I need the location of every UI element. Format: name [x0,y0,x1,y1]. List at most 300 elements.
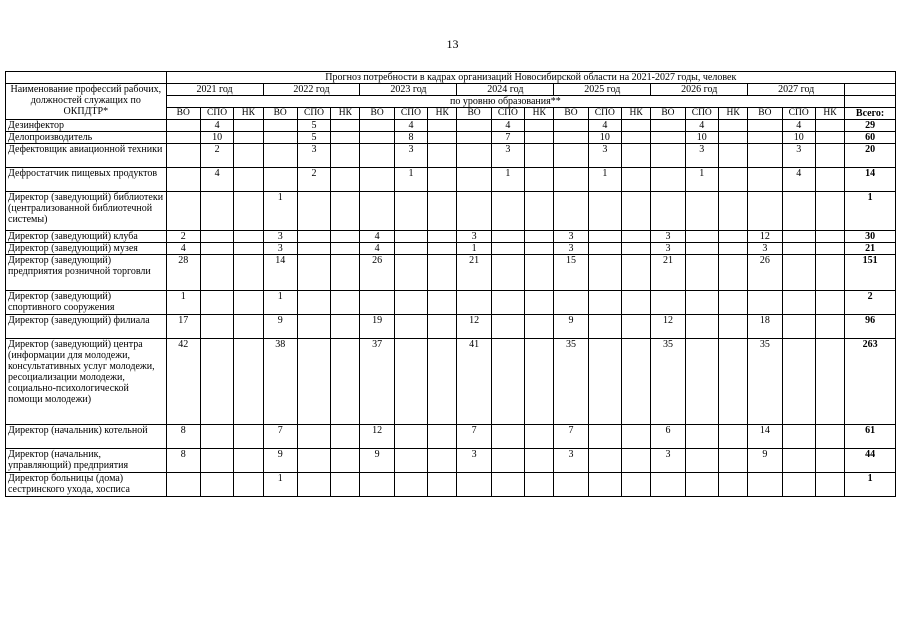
value-cell [200,425,233,449]
value-cell [491,449,524,473]
value-cell [685,192,718,231]
value-cell [428,255,457,291]
name-column-header: Наименование профессий рабочих, должностей служащих по ОКПДТР* [6,84,167,120]
value-cell [166,144,200,168]
profession-name-cell: Дезинфектор [6,120,167,132]
value-cell [782,192,815,231]
value-cell [234,168,263,192]
value-cell [428,132,457,144]
value-cell [360,144,394,168]
value-cell: 26 [360,255,394,291]
value-cell [748,120,782,132]
value-cell [428,339,457,425]
value-cell [200,473,233,497]
value-cell [331,144,360,168]
value-cell [331,168,360,192]
value-cell: 1 [166,291,200,315]
profession-name-cell: Директор (заведующий) библиотеки (централизованной библиотечной системы) [6,192,167,231]
value-cell [718,132,747,144]
value-cell [815,192,844,231]
value-cell [588,449,621,473]
value-cell: 1 [263,291,297,315]
value-cell [491,231,524,243]
value-cell [718,339,747,425]
value-cell [815,231,844,243]
value-cell [815,132,844,144]
value-cell: 3 [651,449,685,473]
value-cell [588,192,621,231]
value-cell [200,315,233,339]
profession-name-cell: Директор (начальник) котельной [6,425,167,449]
value-cell [297,425,330,449]
year-header: 2021 год [166,84,263,96]
value-cell [651,473,685,497]
profession-name-cell: Директор (начальник, управляющий) предприятия [6,449,167,473]
value-cell: 4 [394,120,427,132]
value-cell [718,473,747,497]
row-total-cell: 263 [845,339,896,425]
value-cell [622,255,651,291]
year-header: 2025 год [554,84,651,96]
value-cell [651,291,685,315]
value-cell [815,449,844,473]
value-cell [685,425,718,449]
value-cell [622,192,651,231]
value-cell [782,243,815,255]
value-cell [815,255,844,291]
value-cell [718,425,747,449]
value-cell: 3 [588,144,621,168]
value-cell [718,291,747,315]
value-cell [263,144,297,168]
profession-name-cell: Директор (заведующий) клуба [6,231,167,243]
level-code-cell: СПО [685,108,718,120]
profession-name-cell: Директор (заведующий) центра (информации для молодежи, консультативных услуг молодежи, ресоциализации молодежи, социально-психологической помощи молодежи) [6,339,167,425]
value-cell: 9 [748,449,782,473]
value-cell [554,144,588,168]
value-cell: 18 [748,315,782,339]
value-cell [651,144,685,168]
value-cell [685,231,718,243]
table-row [6,168,896,192]
value-cell: 17 [166,315,200,339]
value-cell: 4 [166,243,200,255]
year-header: 2027 год [748,84,845,96]
value-cell: 9 [263,315,297,339]
value-cell [554,168,588,192]
value-cell [685,449,718,473]
value-cell [651,192,685,231]
value-cell [297,291,330,315]
value-cell [428,425,457,449]
value-cell [554,132,588,144]
value-cell [491,192,524,231]
profession-name-cell: Директор больницы (дома) сестринского ухода, хосписа [6,473,167,497]
value-cell [297,231,330,243]
value-cell: 3 [748,243,782,255]
value-cell [491,425,524,449]
value-cell [748,192,782,231]
value-cell [491,339,524,425]
value-cell [360,291,394,315]
value-cell [588,231,621,243]
value-cell [394,473,427,497]
value-cell: 10 [782,132,815,144]
value-cell [651,132,685,144]
table-row [6,473,896,497]
value-cell [394,315,427,339]
value-cell [234,291,263,315]
row-total-cell: 1 [845,473,896,497]
value-cell [234,231,263,243]
value-cell [297,243,330,255]
value-cell [815,473,844,497]
value-cell: 12 [457,315,491,339]
value-cell: 7 [491,132,524,144]
value-cell [360,473,394,497]
value-cell [200,192,233,231]
row-total-cell: 1 [845,192,896,231]
value-cell [782,315,815,339]
profession-name-cell: Дефектовщик авиационной техники [6,144,167,168]
value-cell [428,144,457,168]
value-cell [815,291,844,315]
value-cell [428,315,457,339]
value-cell: 2 [297,168,330,192]
value-cell: 5 [297,120,330,132]
value-cell [200,243,233,255]
value-cell [331,243,360,255]
value-cell [234,315,263,339]
level-code-cell: СПО [394,108,427,120]
value-cell [166,473,200,497]
value-cell [622,339,651,425]
level-code-cell: СПО [491,108,524,120]
value-cell [166,192,200,231]
value-cell [263,120,297,132]
table-row [6,255,896,291]
year-header: 2026 год [651,84,748,96]
value-cell [525,192,554,231]
value-cell: 3 [554,243,588,255]
value-cell [748,473,782,497]
value-cell [457,291,491,315]
profession-name-cell: Дефростатчик пищевых продуктов [6,168,167,192]
value-cell [622,120,651,132]
value-cell [782,425,815,449]
value-cell [685,473,718,497]
value-cell: 42 [166,339,200,425]
value-cell [525,168,554,192]
value-cell [331,120,360,132]
value-cell [331,132,360,144]
value-cell: 3 [651,243,685,255]
level-code-cell: НК [234,108,263,120]
value-cell: 14 [263,255,297,291]
level-code-cell: ВО [651,108,685,120]
level-code-cell: ВО [166,108,200,120]
value-cell [331,449,360,473]
level-code-cell: ВО [457,108,491,120]
forecast-title: Прогноз потребности в кадрах организаций Новосибирской области на 2021-2027 годы, человек [166,72,895,84]
value-cell [428,120,457,132]
value-cell [685,291,718,315]
value-cell [457,132,491,144]
level-code-cell: СПО [782,108,815,120]
value-cell: 15 [554,255,588,291]
value-cell: 12 [748,231,782,243]
value-cell [748,144,782,168]
value-cell [782,339,815,425]
profession-name-cell: Директор (заведующий) предприятия розничной торговли [6,255,167,291]
value-cell [622,473,651,497]
value-cell [554,291,588,315]
value-cell [331,231,360,243]
table-row [6,449,896,473]
value-cell: 3 [297,144,330,168]
row-total-cell: 44 [845,449,896,473]
value-cell [331,192,360,231]
value-cell [234,339,263,425]
value-cell [622,132,651,144]
value-cell [815,425,844,449]
value-cell [718,243,747,255]
value-cell [525,243,554,255]
value-cell: 2 [200,144,233,168]
value-cell [525,425,554,449]
value-cell [200,339,233,425]
value-cell [815,243,844,255]
table-row [6,243,896,255]
value-cell: 3 [394,144,427,168]
value-cell: 10 [200,132,233,144]
value-cell [234,473,263,497]
level-code-cell: СПО [297,108,330,120]
value-cell [622,291,651,315]
value-cell: 10 [588,132,621,144]
value-cell [297,449,330,473]
level-code-cell: ВО [360,108,394,120]
total-blank-cell [845,96,896,108]
value-cell [525,291,554,315]
value-cell: 4 [588,120,621,132]
value-cell [394,231,427,243]
value-cell [394,255,427,291]
value-cell [360,120,394,132]
value-cell: 3 [457,449,491,473]
value-cell [234,144,263,168]
header-row-title [6,72,896,84]
row-total-cell: 2 [845,291,896,315]
row-total-cell: 29 [845,120,896,132]
value-cell: 14 [748,425,782,449]
value-cell [588,473,621,497]
level-code-cell: ВО [554,108,588,120]
value-cell [331,291,360,315]
value-cell [718,168,747,192]
value-cell [588,315,621,339]
value-cell [525,120,554,132]
row-total-cell: 20 [845,144,896,168]
table-row [6,339,896,425]
value-cell: 3 [782,144,815,168]
value-cell [718,231,747,243]
level-code-cell: НК [718,108,747,120]
row-total-cell: 60 [845,132,896,144]
value-cell [622,315,651,339]
value-cell [718,192,747,231]
value-cell: 3 [457,231,491,243]
value-cell [718,255,747,291]
value-cell [651,120,685,132]
value-cell: 4 [200,120,233,132]
value-cell [297,473,330,497]
year-header: 2023 год [360,84,457,96]
value-cell [782,291,815,315]
value-cell: 8 [394,132,427,144]
value-cell: 19 [360,315,394,339]
value-cell [166,132,200,144]
value-cell [428,449,457,473]
value-cell [815,144,844,168]
value-cell [428,291,457,315]
value-cell [331,473,360,497]
row-total-cell: 61 [845,425,896,449]
value-cell [782,473,815,497]
value-cell [554,120,588,132]
row-total-cell: 14 [845,168,896,192]
value-cell [651,168,685,192]
value-cell [815,315,844,339]
value-cell [331,255,360,291]
value-cell [748,291,782,315]
value-cell [491,473,524,497]
value-cell: 35 [554,339,588,425]
value-cell [622,231,651,243]
level-code-cell: СПО [588,108,621,120]
value-cell: 41 [457,339,491,425]
value-cell: 6 [651,425,685,449]
value-cell [685,315,718,339]
header-blank-cell [6,72,167,84]
value-cell [331,425,360,449]
value-cell: 38 [263,339,297,425]
value-cell: 3 [651,231,685,243]
value-cell [525,132,554,144]
table-row [6,231,896,243]
value-cell [200,231,233,243]
value-cell [200,449,233,473]
value-cell: 4 [491,120,524,132]
value-cell: 1 [491,168,524,192]
value-cell [457,144,491,168]
year-header: 2024 год [457,84,554,96]
table-row [6,132,896,144]
value-cell [234,425,263,449]
value-cell [394,243,427,255]
value-cell [394,449,427,473]
forecast-table [5,71,896,497]
value-cell [166,168,200,192]
value-cell [815,120,844,132]
value-cell [622,168,651,192]
value-cell [234,449,263,473]
value-cell [331,315,360,339]
level-code-cell: ВО [263,108,297,120]
value-cell [748,168,782,192]
value-cell [263,132,297,144]
value-cell: 1 [394,168,427,192]
value-cell [200,291,233,315]
value-cell [360,192,394,231]
value-cell [491,291,524,315]
value-cell: 37 [360,339,394,425]
value-cell: 4 [360,243,394,255]
profession-name-cell: Директор (заведующий) спортивного сооружения [6,291,167,315]
table-row [6,315,896,339]
row-total-cell: 151 [845,255,896,291]
table-row [6,120,896,132]
value-cell [428,168,457,192]
value-cell [622,425,651,449]
value-cell [815,339,844,425]
value-cell: 35 [748,339,782,425]
value-cell [748,132,782,144]
value-cell [525,473,554,497]
value-cell [525,144,554,168]
value-cell [234,255,263,291]
value-cell: 26 [748,255,782,291]
value-cell [457,120,491,132]
value-cell: 3 [554,231,588,243]
table-row [6,425,896,449]
level-code-cell: НК [815,108,844,120]
level-code-cell: СПО [200,108,233,120]
value-cell [525,339,554,425]
level-code-cell: НК [525,108,554,120]
value-cell [685,255,718,291]
value-cell [491,315,524,339]
header-row-years [6,84,896,96]
value-cell: 3 [263,243,297,255]
value-cell: 9 [263,449,297,473]
table-row [6,192,896,231]
value-cell [428,473,457,497]
value-cell: 1 [457,243,491,255]
value-cell: 7 [554,425,588,449]
value-cell: 3 [685,144,718,168]
value-cell: 3 [554,449,588,473]
value-cell [297,192,330,231]
value-cell: 21 [651,255,685,291]
value-cell [782,231,815,243]
value-cell [525,449,554,473]
value-cell [718,315,747,339]
profession-name-cell: Директор (заведующий) филиала [6,315,167,339]
value-cell [428,192,457,231]
value-cell [782,255,815,291]
value-cell: 8 [166,425,200,449]
year-header: 2022 год [263,84,360,96]
value-cell [360,168,394,192]
table-row [6,291,896,315]
table-row [6,144,896,168]
value-cell [525,231,554,243]
value-cell [457,168,491,192]
value-cell [428,231,457,243]
value-cell [685,339,718,425]
value-cell: 4 [782,120,815,132]
